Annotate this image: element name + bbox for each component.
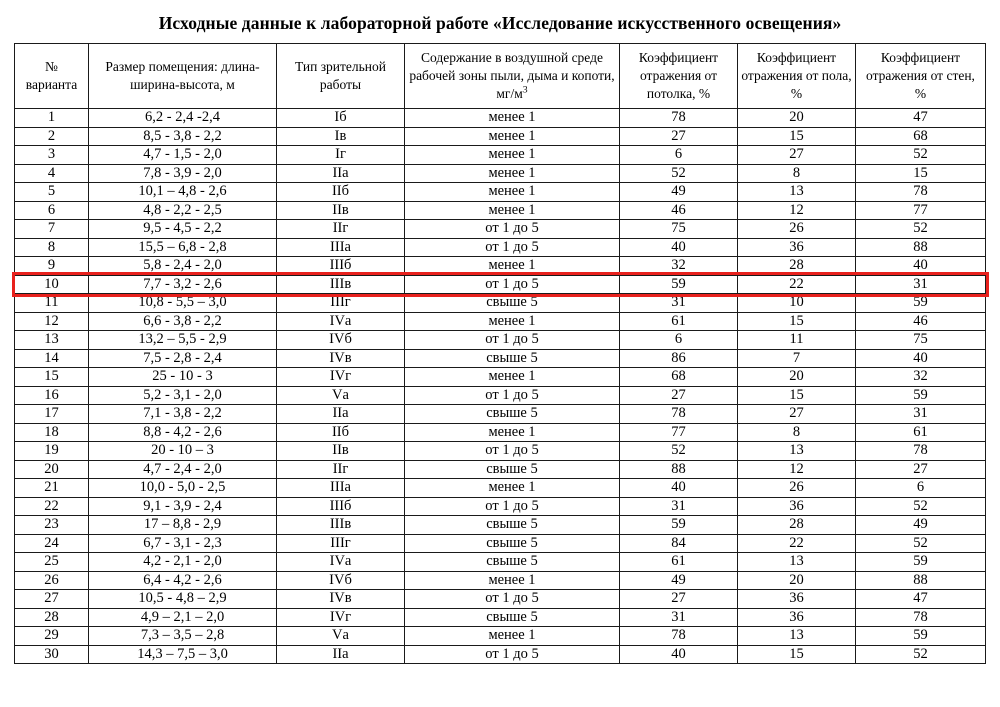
table-cell: IIа bbox=[277, 645, 405, 664]
table-cell: 59 bbox=[620, 516, 738, 535]
table-cell: IIа bbox=[277, 405, 405, 424]
table-cell: 20 - 10 – 3 bbox=[89, 442, 277, 461]
table-cell: 68 bbox=[856, 127, 986, 146]
table-cell: 86 bbox=[620, 349, 738, 368]
header-label: Размер помещения: длина-ширина-высота, м bbox=[105, 59, 260, 92]
table-cell: IIIг bbox=[277, 294, 405, 313]
table-row bbox=[15, 460, 986, 479]
table-cell: 31 bbox=[856, 275, 986, 294]
table-cell: менее 1 bbox=[405, 146, 620, 165]
table-cell: 3 bbox=[15, 146, 89, 165]
table-cell: 84 bbox=[620, 534, 738, 553]
table-cell: 12 bbox=[738, 201, 856, 220]
table-cell: IIг bbox=[277, 460, 405, 479]
table-cell: 16 bbox=[15, 386, 89, 405]
table-cell: 7,1 - 3,8 - 2,2 bbox=[89, 405, 277, 424]
table-cell: 40 bbox=[856, 257, 986, 276]
table-cell: 40 bbox=[856, 349, 986, 368]
table-cell: 27 bbox=[620, 127, 738, 146]
table-cell: 26 bbox=[738, 479, 856, 498]
header-row bbox=[15, 44, 986, 109]
table-cell: 6,4 - 4,2 - 2,6 bbox=[89, 571, 277, 590]
table-row bbox=[15, 220, 986, 239]
header-floor-reflection bbox=[738, 44, 856, 109]
table-cell: IVб bbox=[277, 331, 405, 350]
table-cell: Iб bbox=[277, 109, 405, 128]
table-cell: 6,6 - 3,8 - 2,2 bbox=[89, 312, 277, 331]
table-cell: менее 1 bbox=[405, 479, 620, 498]
table-cell: 59 bbox=[856, 627, 986, 646]
table-cell: 6 bbox=[620, 331, 738, 350]
table-cell: 15 bbox=[738, 386, 856, 405]
table-body bbox=[15, 109, 986, 664]
table-cell: 24 bbox=[15, 534, 89, 553]
header-label: Коэффициент отражения от пола, % bbox=[741, 50, 852, 101]
table-cell: 4,9 – 2,1 – 2,0 bbox=[89, 608, 277, 627]
table-cell: 4 bbox=[15, 164, 89, 183]
table-cell: 7,8 - 3,9 - 2,0 bbox=[89, 164, 277, 183]
table-cell: 15,5 – 6,8 - 2,8 bbox=[89, 238, 277, 257]
table-cell: менее 1 bbox=[405, 368, 620, 387]
table-cell: 78 bbox=[856, 608, 986, 627]
table-cell: Iг bbox=[277, 146, 405, 165]
table-cell: 9,1 - 3,9 - 2,4 bbox=[89, 497, 277, 516]
table-cell: менее 1 bbox=[405, 257, 620, 276]
table-row bbox=[15, 553, 986, 572]
table-row bbox=[15, 516, 986, 535]
table-cell: 31 bbox=[620, 608, 738, 627]
table-cell: 52 bbox=[856, 534, 986, 553]
table-cell: IIIа bbox=[277, 238, 405, 257]
table-cell: IIб bbox=[277, 183, 405, 202]
table-cell: 27 bbox=[856, 460, 986, 479]
table-cell: 27 bbox=[620, 386, 738, 405]
table-cell: 52 bbox=[620, 164, 738, 183]
table-cell: 28 bbox=[738, 516, 856, 535]
table-cell: IVг bbox=[277, 608, 405, 627]
table-cell: 59 bbox=[856, 553, 986, 572]
table-row bbox=[15, 405, 986, 424]
table-cell: 20 bbox=[15, 460, 89, 479]
table-cell: 28 bbox=[738, 257, 856, 276]
table-cell: 47 bbox=[856, 590, 986, 609]
table-cell: 20 bbox=[738, 571, 856, 590]
table-cell: IIб bbox=[277, 423, 405, 442]
table-cell: 78 bbox=[620, 405, 738, 424]
table-cell: 8 bbox=[738, 164, 856, 183]
table-cell: 15 bbox=[856, 164, 986, 183]
table-row bbox=[15, 201, 986, 220]
table-cell: 15 bbox=[15, 368, 89, 387]
table-cell: 14 bbox=[15, 349, 89, 368]
table-row bbox=[15, 627, 986, 646]
table-cell: 78 bbox=[856, 442, 986, 461]
table-row bbox=[15, 423, 986, 442]
table-cell: менее 1 bbox=[405, 627, 620, 646]
header-label: Содержание в воздушной среде рабочей зоны пыли, дыма и копоти, мг/м bbox=[409, 50, 615, 101]
table-cell: 40 bbox=[620, 479, 738, 498]
table-cell: 88 bbox=[620, 460, 738, 479]
table-cell: Iв bbox=[277, 127, 405, 146]
table-row bbox=[15, 442, 986, 461]
table-cell: 11 bbox=[15, 294, 89, 313]
table-row bbox=[15, 257, 986, 276]
table-cell: IVа bbox=[277, 553, 405, 572]
table-cell: от 1 до 5 bbox=[405, 497, 620, 516]
table-cell: 9 bbox=[15, 257, 89, 276]
table-row bbox=[15, 109, 986, 128]
table-cell: 4,8 - 2,2 - 2,5 bbox=[89, 201, 277, 220]
table-cell: 30 bbox=[15, 645, 89, 664]
table-row bbox=[15, 479, 986, 498]
table-cell: 61 bbox=[856, 423, 986, 442]
table-cell: IIг bbox=[277, 220, 405, 239]
table-row bbox=[15, 386, 986, 405]
table-cell: 8 bbox=[738, 423, 856, 442]
table-cell: 47 bbox=[856, 109, 986, 128]
table-cell: 49 bbox=[856, 516, 986, 535]
table-cell: 15 bbox=[738, 645, 856, 664]
table-cell: менее 1 bbox=[405, 571, 620, 590]
table-row-highlighted bbox=[15, 275, 986, 294]
table-cell: IIIв bbox=[277, 275, 405, 294]
table-cell: 88 bbox=[856, 238, 986, 257]
table-cell: 5,8 - 2,4 - 2,0 bbox=[89, 257, 277, 276]
table-cell: от 1 до 5 bbox=[405, 331, 620, 350]
table-cell: 4,7 - 1,5 - 2,0 bbox=[89, 146, 277, 165]
table-cell: 10 bbox=[738, 294, 856, 313]
table-cell: Vа bbox=[277, 627, 405, 646]
table-cell: 13 bbox=[738, 627, 856, 646]
table-cell: IVв bbox=[277, 349, 405, 368]
table-cell: 59 bbox=[856, 386, 986, 405]
table-cell: 52 bbox=[856, 146, 986, 165]
table-cell: 20 bbox=[738, 109, 856, 128]
table-cell: 28 bbox=[15, 608, 89, 627]
table-cell: 59 bbox=[620, 275, 738, 294]
table-cell: 5,2 - 3,1 - 2,0 bbox=[89, 386, 277, 405]
header-walls-reflection bbox=[856, 44, 986, 109]
table-cell: 10 bbox=[15, 275, 89, 294]
table-cell: менее 1 bbox=[405, 109, 620, 128]
table-row bbox=[15, 183, 986, 202]
table-cell: 75 bbox=[856, 331, 986, 350]
table-cell: 6 bbox=[15, 201, 89, 220]
table-row bbox=[15, 571, 986, 590]
table-row bbox=[15, 608, 986, 627]
table-cell: свыше 5 bbox=[405, 553, 620, 572]
table-cell: 10,8 - 5,5 – 3,0 bbox=[89, 294, 277, 313]
table-cell: 40 bbox=[620, 238, 738, 257]
table-cell: 25 - 10 - 3 bbox=[89, 368, 277, 387]
table-cell: IIIв bbox=[277, 516, 405, 535]
table-cell: 27 bbox=[738, 146, 856, 165]
table-cell: 32 bbox=[856, 368, 986, 387]
table-cell: 36 bbox=[738, 590, 856, 609]
table-cell: от 1 до 5 bbox=[405, 645, 620, 664]
table-cell: 18 bbox=[15, 423, 89, 442]
table-cell: 19 bbox=[15, 442, 89, 461]
table-cell: 13 bbox=[738, 183, 856, 202]
header-room-size bbox=[89, 44, 277, 109]
table-cell: 14,3 – 7,5 – 3,0 bbox=[89, 645, 277, 664]
table-cell: 6,7 - 3,1 - 2,3 bbox=[89, 534, 277, 553]
table-cell: 31 bbox=[620, 497, 738, 516]
table-cell: IIIг bbox=[277, 534, 405, 553]
table-cell: 31 bbox=[856, 405, 986, 424]
table-cell: Vа bbox=[277, 386, 405, 405]
table-cell: 7,5 - 2,8 - 2,4 bbox=[89, 349, 277, 368]
table-cell: 12 bbox=[738, 460, 856, 479]
table-cell: от 1 до 5 bbox=[405, 386, 620, 405]
table-row bbox=[15, 127, 986, 146]
table-cell: 25 bbox=[15, 553, 89, 572]
table-cell: 10,0 - 5,0 - 2,5 bbox=[89, 479, 277, 498]
table-cell: 13 bbox=[738, 442, 856, 461]
table-cell: 15 bbox=[738, 127, 856, 146]
table-cell: 32 bbox=[620, 257, 738, 276]
table-cell: 9,5 - 4,5 - 2,2 bbox=[89, 220, 277, 239]
table-cell: 52 bbox=[856, 220, 986, 239]
table-cell: 27 bbox=[738, 405, 856, 424]
header-variant-number bbox=[15, 44, 89, 109]
table-cell: 13 bbox=[15, 331, 89, 350]
table-cell: IIв bbox=[277, 442, 405, 461]
table-cell: 7 bbox=[738, 349, 856, 368]
table-cell: 11 bbox=[738, 331, 856, 350]
table-cell: 26 bbox=[738, 220, 856, 239]
table-cell: 52 bbox=[620, 442, 738, 461]
table-cell: 17 bbox=[15, 405, 89, 424]
table-row bbox=[15, 146, 986, 165]
table-cell: 15 bbox=[738, 312, 856, 331]
table-cell: 78 bbox=[620, 109, 738, 128]
table-cell: 5 bbox=[15, 183, 89, 202]
table-cell: 22 bbox=[738, 534, 856, 553]
table-cell: 36 bbox=[738, 608, 856, 627]
table-cell: 6 bbox=[620, 146, 738, 165]
table-cell: 7,3 – 3,5 – 2,8 bbox=[89, 627, 277, 646]
table-header bbox=[15, 44, 986, 109]
table-cell: 23 bbox=[15, 516, 89, 535]
table-row bbox=[15, 238, 986, 257]
table-cell: 7,7 - 3,2 - 2,6 bbox=[89, 275, 277, 294]
table-cell: свыше 5 bbox=[405, 349, 620, 368]
table-cell: 8,5 - 3,8 - 2,2 bbox=[89, 127, 277, 146]
header-unit-superscript: 3 bbox=[522, 84, 528, 96]
table-cell: 10,1 – 4,8 - 2,6 bbox=[89, 183, 277, 202]
table-cell: 49 bbox=[620, 571, 738, 590]
table-cell: 49 bbox=[620, 183, 738, 202]
table-cell: свыше 5 bbox=[405, 516, 620, 535]
table-cell: IIIб bbox=[277, 257, 405, 276]
table-row bbox=[15, 331, 986, 350]
table-cell: 77 bbox=[620, 423, 738, 442]
table-cell: 52 bbox=[856, 497, 986, 516]
table-row bbox=[15, 164, 986, 183]
table-cell: 75 bbox=[620, 220, 738, 239]
table-cell: 7 bbox=[15, 220, 89, 239]
table-cell: свыше 5 bbox=[405, 460, 620, 479]
table-cell: 10,5 - 4,8 – 2,9 bbox=[89, 590, 277, 609]
table-cell: IVв bbox=[277, 590, 405, 609]
table-cell: 46 bbox=[620, 201, 738, 220]
table-cell: от 1 до 5 bbox=[405, 238, 620, 257]
table-cell: IIв bbox=[277, 201, 405, 220]
table-cell: IVб bbox=[277, 571, 405, 590]
table-cell: 6,2 - 2,4 -2,4 bbox=[89, 109, 277, 128]
header-visual-work-type bbox=[277, 44, 405, 109]
table-cell: менее 1 bbox=[405, 312, 620, 331]
table-cell: 8,8 - 4,2 - 2,6 bbox=[89, 423, 277, 442]
table-cell: от 1 до 5 bbox=[405, 220, 620, 239]
header-label: Тип зрительной работы bbox=[294, 59, 387, 92]
table-cell: менее 1 bbox=[405, 183, 620, 202]
table-cell: 22 bbox=[15, 497, 89, 516]
table-cell: менее 1 bbox=[405, 164, 620, 183]
table-cell: 46 bbox=[856, 312, 986, 331]
table-row bbox=[15, 497, 986, 516]
table-row bbox=[15, 534, 986, 553]
table-cell: 13 bbox=[738, 553, 856, 572]
table-cell: 29 bbox=[15, 627, 89, 646]
table-cell: 26 bbox=[15, 571, 89, 590]
page-title: Исходные данные к лабораторной работе «Исследование искусственного освещения» bbox=[158, 13, 842, 33]
table-cell: 31 bbox=[620, 294, 738, 313]
table-cell: свыше 5 bbox=[405, 405, 620, 424]
table-row bbox=[15, 590, 986, 609]
variants-data-table bbox=[14, 43, 986, 664]
table-cell: 88 bbox=[856, 571, 986, 590]
header-dust-content bbox=[405, 44, 620, 109]
header-ceiling-reflection bbox=[620, 44, 738, 109]
table-cell: 36 bbox=[738, 497, 856, 516]
table-row bbox=[15, 349, 986, 368]
table-cell: менее 1 bbox=[405, 423, 620, 442]
table-cell: от 1 до 5 bbox=[405, 590, 620, 609]
table-cell: 4,7 - 2,4 - 2,0 bbox=[89, 460, 277, 479]
table-cell: 27 bbox=[620, 590, 738, 609]
table-cell: 78 bbox=[856, 183, 986, 202]
table-cell: 78 bbox=[620, 627, 738, 646]
table-cell: менее 1 bbox=[405, 201, 620, 220]
table-row bbox=[15, 645, 986, 664]
table-cell: 6 bbox=[856, 479, 986, 498]
table-cell: 13,2 – 5,5 - 2,9 bbox=[89, 331, 277, 350]
table-cell: 27 bbox=[15, 590, 89, 609]
table-cell: 61 bbox=[620, 553, 738, 572]
table-cell: 52 bbox=[856, 645, 986, 664]
table-cell: свыше 5 bbox=[405, 608, 620, 627]
table-cell: IVа bbox=[277, 312, 405, 331]
table-cell: от 1 до 5 bbox=[405, 275, 620, 294]
table-cell: 2 bbox=[15, 127, 89, 146]
table-cell: 21 bbox=[15, 479, 89, 498]
table-row bbox=[15, 312, 986, 331]
table-cell: 8 bbox=[15, 238, 89, 257]
table-cell: 68 bbox=[620, 368, 738, 387]
header-label: Коэффициент отражения от потолка, % bbox=[638, 50, 719, 101]
table-cell: 17 – 8,8 - 2,9 bbox=[89, 516, 277, 535]
table-cell: 22 bbox=[738, 275, 856, 294]
table-cell: IIIб bbox=[277, 497, 405, 516]
header-label: Коэффициент отражения от стен, % bbox=[866, 50, 975, 101]
table-cell: 4,2 - 2,1 - 2,0 bbox=[89, 553, 277, 572]
table-cell: 61 bbox=[620, 312, 738, 331]
table-cell: IIIа bbox=[277, 479, 405, 498]
header-label: № варианта bbox=[25, 59, 78, 92]
table-cell: свыше 5 bbox=[405, 294, 620, 313]
table-cell: 12 bbox=[15, 312, 89, 331]
table-cell: 20 bbox=[738, 368, 856, 387]
table-cell: свыше 5 bbox=[405, 534, 620, 553]
table-cell: от 1 до 5 bbox=[405, 442, 620, 461]
table-row bbox=[15, 294, 986, 313]
table-cell: 36 bbox=[738, 238, 856, 257]
table-cell: IVг bbox=[277, 368, 405, 387]
table-row bbox=[15, 368, 986, 387]
table-cell: 77 bbox=[856, 201, 986, 220]
table-cell: IIа bbox=[277, 164, 405, 183]
table-cell: 40 bbox=[620, 645, 738, 664]
table-cell: менее 1 bbox=[405, 127, 620, 146]
table-cell: 59 bbox=[856, 294, 986, 313]
table-cell: 1 bbox=[15, 109, 89, 128]
